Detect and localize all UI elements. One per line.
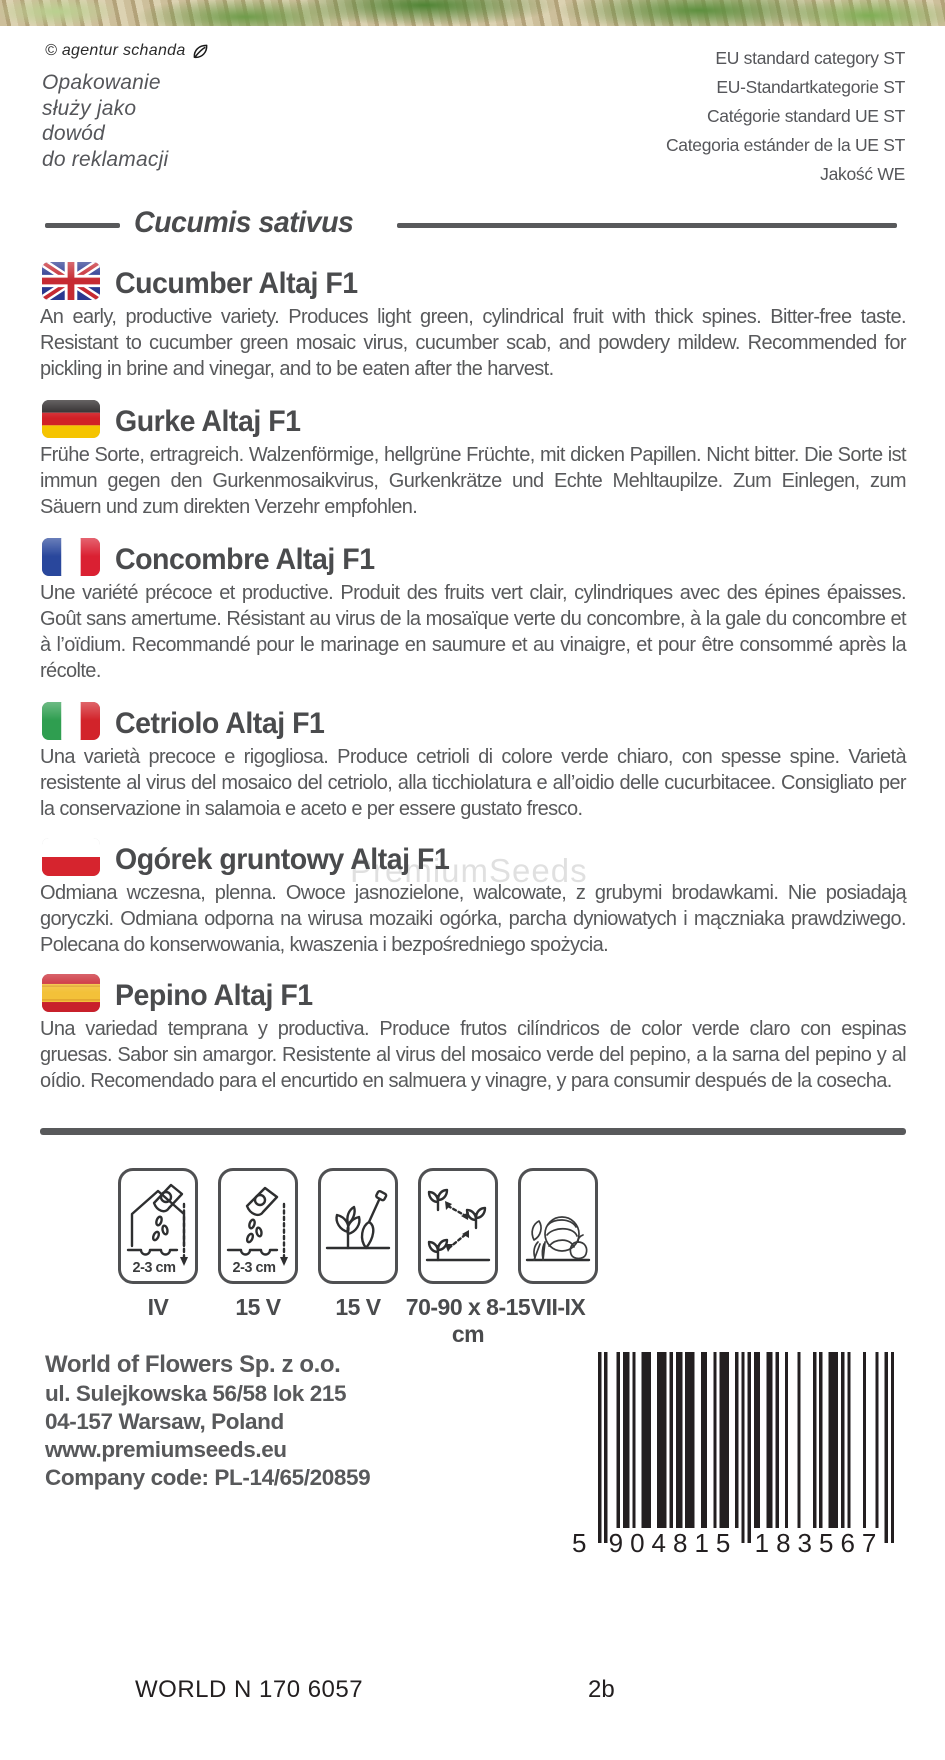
uk-flag	[42, 262, 100, 300]
poland-flag	[42, 838, 100, 876]
eu-category-line: EU standard category ST	[715, 48, 905, 68]
claims-note-line: do reklamacji	[42, 147, 169, 171]
sowing-depth-label: 2-3 cm	[132, 1260, 176, 1276]
company-address-line: ul. Sulejkowska 56/58 lok 215	[45, 1381, 347, 1406]
section-english	[40, 262, 906, 382]
section-divider-bar	[40, 1128, 906, 1135]
page-code: 2b	[588, 1676, 615, 1703]
section-header	[42, 538, 906, 576]
eu-category-block	[666, 44, 905, 189]
italy-flag	[42, 702, 100, 740]
section-description: Odmiana wczesna, plenna. Owoce jasnozielone, walcowate, z grubymi brodawkami. Nie posiadają goryczki. Odmiana odporna na wirusa mozaiki ogórka, parcha dyniowatych i mączniaka prawdziwego. Polecana do konserwowania, kwaszenia i bezpośredniego spożycia.	[40, 882, 906, 956]
claims-note	[42, 70, 168, 172]
sowing-month-label: 15 V	[235, 1294, 281, 1320]
credit-line	[45, 42, 209, 60]
title-rule-right	[397, 223, 897, 228]
transplant-icon	[318, 1168, 398, 1284]
company-block	[45, 1350, 370, 1492]
section-header	[42, 838, 906, 876]
plant-spacing-icon	[418, 1168, 498, 1284]
title-dash-left	[45, 223, 120, 228]
france-flag	[42, 538, 100, 576]
transplant-month-label: 15 V	[335, 1294, 381, 1320]
section-heading: Pepino Altaj F1	[115, 979, 313, 1012]
section-description: Une variété précoce et productive. Produit des fruits vert clair, cylindriques avec des épines épaisses. Goût sans amertume. Résistant au virus de la mosaïque verte du concombre, à la gale du concombre et à l’oïdium. Recommandé pour le marinage en saumure et au vinaigre, et pour être consommé après la récolte.	[40, 582, 906, 682]
sowing-depth-label: 2-3 cm	[232, 1260, 276, 1276]
company-address-line: 04-157 Warsaw, Poland	[45, 1409, 284, 1434]
section-heading: Cucumber Altaj F1	[115, 267, 358, 300]
sowing-month-label: IV	[147, 1294, 169, 1320]
section-description: Una varietà precoce e rigogliosa. Produce cetrioli di colore verde chiaro, con spesse spine. Varietà resistente al virus del mosaico del cetriolo, alla ticchiolatura e all’oidio delle cucurbitacee. Consigliato per la conservazione in salamoia e aceto e per essere gustato fresco.	[40, 746, 906, 820]
section-heading: Ogórek gruntowy Altaj F1	[115, 843, 450, 876]
section-german	[40, 400, 906, 520]
section-description: An early, productive variety. Produces light green, cylindrical fruit with thick spines. Bitter-free taste. Resistant to cucumber green mosaic virus, cucumber scab, and powdery mildew. Recommended for pickling in brine and vinegar, and to be eaten after the harvest.	[40, 306, 906, 380]
eu-category-line: EU-Standartkategorie ST	[716, 77, 905, 97]
eu-category-line: Categoria estánder de la UE ST	[665, 135, 905, 155]
credit-text: © agentur schanda	[45, 42, 186, 59]
species-title-row	[0, 206, 945, 242]
section-header	[42, 974, 906, 1012]
section-spanish	[40, 974, 906, 1094]
section-header	[42, 400, 906, 438]
print-code: WORLD N 170 6057	[135, 1676, 364, 1703]
claims-note-line: służy jako	[42, 96, 137, 120]
spacing-label: 70-90 x 8-15 cm	[405, 1294, 531, 1347]
premiumseeds-watermark: PremiumSeeds	[350, 852, 588, 889]
barcode-digit-first: 5	[572, 1528, 587, 1558]
header-photo	[0, 0, 945, 26]
leaf-icon	[192, 43, 209, 60]
species-title: Cucumis sativus	[134, 206, 354, 239]
ean13-barcode	[572, 1352, 902, 1562]
eu-category-line: Catégorie standard UE ST	[706, 106, 905, 126]
spain-flag	[42, 974, 100, 1012]
claims-note-line: dowód	[42, 122, 105, 145]
section-polish	[40, 838, 906, 958]
eu-category-line: Jakość WE	[820, 164, 905, 184]
section-header	[42, 262, 906, 300]
section-description: Una variedad temprana y productiva. Produce frutos cilíndricos de color verde claro con espinas gruesas. Sabor sin amargor. Resistente al virus del mosaico verde del pepino, a la sarna del pepino y al oídio. Recomendado para el encurtido en salmuera y vinagre, y para consumir después de la cosecha.	[40, 1018, 906, 1092]
harvest-icon	[518, 1168, 598, 1284]
germany-flag	[42, 400, 100, 438]
barcode-digits-right: 183567	[754, 1528, 884, 1558]
section-description: Frühe Sorte, ertragreich. Walzenförmige, hellgrüne Früchte, mit dicken Papillen. Nicht bitter. Die Sorte ist immun gegen den Gurkenmosaikvirus, Gurkenkrätze und Echte Mehltaupilze. Zum Einlegen, zum Säuern und zum direkten Verzehr empfohlen.	[40, 444, 906, 518]
section-heading: Gurke Altaj F1	[115, 405, 301, 438]
company-code: Company code: PL-14/65/20859	[45, 1465, 371, 1490]
company-website: www.premiumseeds.eu	[45, 1437, 287, 1462]
claims-note-line: Opakowanie	[42, 71, 161, 94]
harvest-month-label: VII-IX	[530, 1294, 586, 1320]
sow-under-cover-icon	[118, 1168, 198, 1284]
barcode-bars	[598, 1352, 894, 1543]
barcode-digits-left: 904815	[608, 1528, 738, 1558]
sow-outdoors-icon	[218, 1168, 298, 1284]
section-header	[42, 702, 906, 740]
section-italian	[40, 702, 906, 822]
section-heading: Concombre Altaj F1	[115, 543, 375, 576]
section-french	[40, 538, 906, 684]
company-name: World of Flowers Sp. z o.o.	[45, 1351, 341, 1378]
section-heading: Cetriolo Altaj F1	[115, 707, 325, 740]
